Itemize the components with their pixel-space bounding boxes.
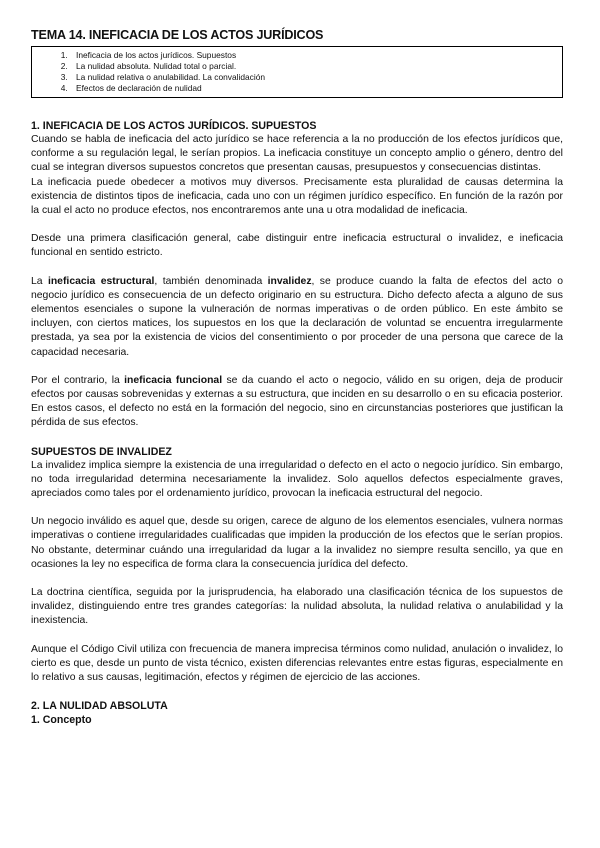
document-page [31, 28, 563, 727]
paragraph: Aunque el Código Civil utiliza con frecuencia de manera imprecisa términos como nulidad, anulación o invalidez, lo cierto es que, desde un punto de vista técnico, existen diferencias relevantes entre estas figuras, especialmente en lo relativo a sus causas, legitimación, efectos y régimen de ejercicio de las acciones. [31, 643, 563, 684]
toc-item: 4. Efectos de declaración de nulidad [70, 83, 558, 94]
section-heading: SUPUESTOS DE INVALIDEZ [31, 445, 172, 458]
bold-term: ineficacia funcional [124, 374, 223, 386]
section-heading: 2. LA NULIDAD ABSOLUTA [31, 700, 168, 713]
paragraph: Desde una primera clasificación general, cabe distinguir entre ineficacia estructural o invalidez, e ineficacia funcional en sentido estricto. [31, 233, 563, 259]
paragraph: La doctrina científica, seguida por la jurisprudencia, ha elaborado una clasificación técnica de los supuestos de invalidez, distinguiendo entre tres grandes categorías: la nulidad absoluta, la nulidad relativa o anulabilidad y la inexistencia. [31, 587, 563, 627]
table-of-contents [31, 46, 563, 98]
subsection-heading: 1. Concepto [31, 714, 92, 727]
paragraph: La invalidez implica siempre la existencia de una irregularidad o defecto en el acto o negocio jurídico. Sin embargo, no toda irregularidad determina necesariamente la invalidez. Solo aquellos defectos especialmente graves, apreciados como tales por el ordenamiento jurídico, provocan la ineficacia estructural del negocio. [31, 459, 563, 500]
bold-term: invalidez [267, 275, 312, 287]
section-heading: 1. INEFICACIA DE LOS ACTOS JURÍDICOS. SUPUESTOS [31, 120, 317, 132]
toc-list [32, 50, 558, 94]
document-title: TEMA 14. INEFICACIA DE LOS ACTOS JURÍDICOS [31, 28, 324, 42]
bold-term: ineficacia estructural [47, 275, 155, 287]
paragraph: Un negocio inválido es aquel que, desde su origen, carece de alguno de los elementos esenciales, vulnera normas imperativas o contiene irregularidades cualificadas que impiden la producción de los efectos que le serían propios. No obstante, determinar cuándo una irregularidad da lugar a la invalidez no siempre resulta sencillo, ya que en ocasiones la ley no especifica de forma clara la consecuencia jurídica del defecto. [31, 516, 563, 570]
paragraph: La ineficacia estructural, también denominada invalidez, se produce cuando la falta de efectos del acto o negocio jurídico es consecuencia de un defecto originario en su estructura. Dicho defecto afecta a alguno de sus elementos esenciales o supone la vulneración de normas imperativas o de orden público. En este ámbito se incluyen, con ciertos matices, los supuestos en los que la declaración de voluntad se encuentra irregularmente prestada, ya sea por la existencia de vicios del consentimiento o por proceder de una persona que carece de la capacidad necesaria. [31, 275, 563, 358]
paragraph: La ineficacia puede obedecer a motivos muy diversos. Precisamente esta pluralidad de causas determina la existencia de distintos tipos de ineficacia, cada uno con un régimen jurídico específico. En función de la razón por la cual el acto no produce efectos, nos encontraremos ante una u otra modalidad de ineficacia. [31, 176, 563, 217]
toc-item: 3. La nulidad relativa o anulabilidad. La convalidación [70, 72, 558, 83]
toc-item: 1. Ineficacia de los actos jurídicos. Supuestos [70, 50, 558, 61]
paragraph: Cuando se habla de ineficacia del acto jurídico se hace referencia a la no producción de los efectos jurídicos que, conforme a su regulación legal, le serían propios. La ineficacia constituye un concepto amplio o género, dentro del cual se integran diversos supuestos concretos que presentan causas, presupuestos y consecuencias distintas. [31, 134, 563, 174]
toc-item: 2. La nulidad absoluta. Nulidad total o parcial. [70, 61, 558, 72]
paragraph: Por el contrario, la ineficacia funcional se da cuando el acto o negocio, válido en su origen, deja de producir efectos por causas sobrevenidas y externas a su estructura, que inciden en su desarrollo o en su eficacia posterior. En estos casos, el defecto no está en la formación del negocio, sino en circunstancias posteriores que justifican la pérdida de sus efectos. [31, 374, 563, 429]
